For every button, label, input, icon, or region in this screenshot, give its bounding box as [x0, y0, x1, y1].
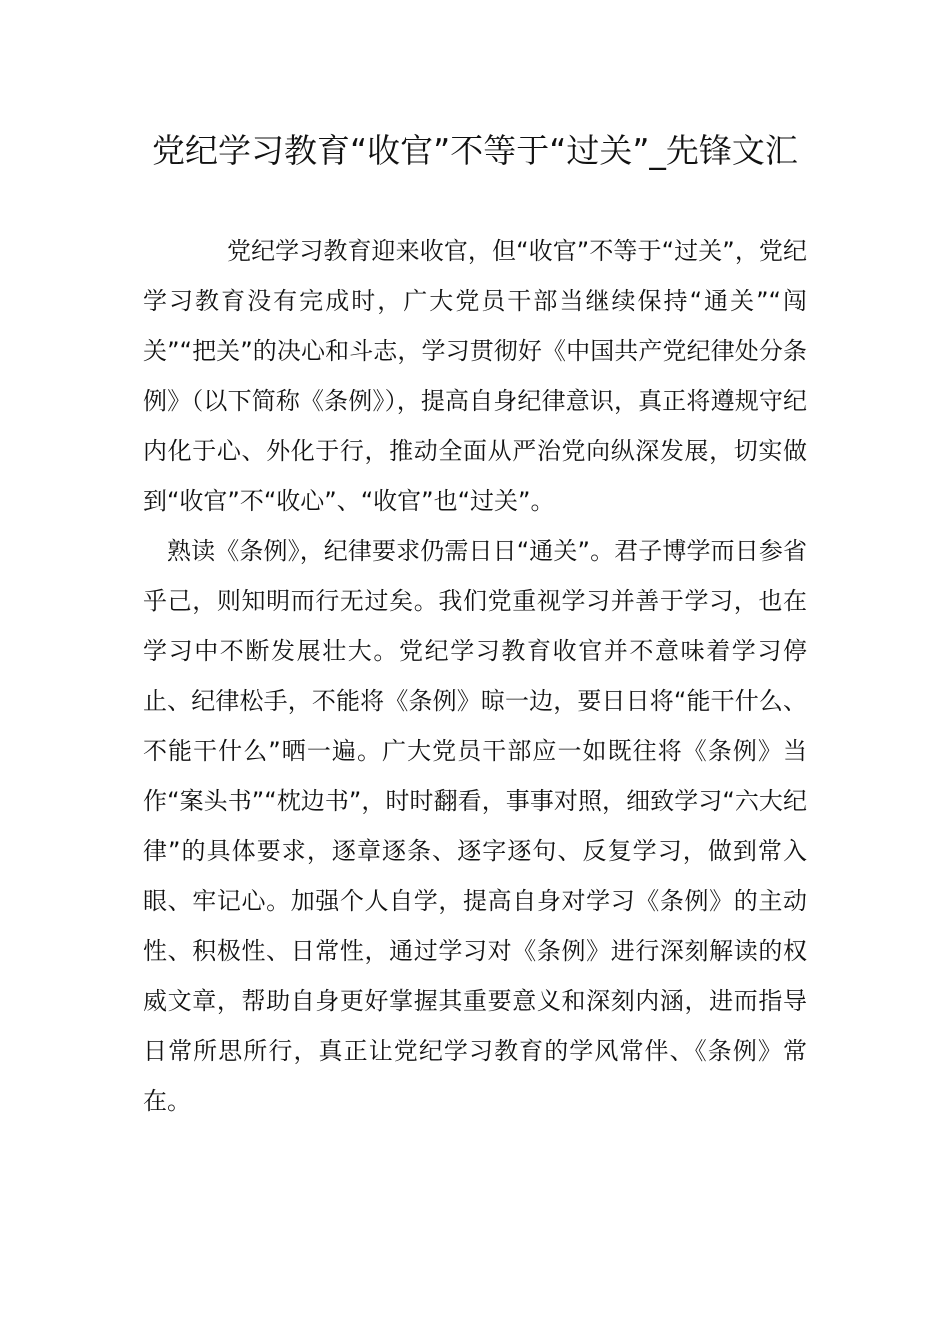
paragraph-intro: 党纪学习教育迎来收官，但“收官”不等于“过关”，党纪学习教育没有完成时，广大党员干部当继续保持“通关”“闯关”“把关”的决心和斗志，学习贯彻好《中国共产党纪律处分条例》（以下简称《条例》），提高自身纪律意识，真正将遵规守纪内化于心、外化于行，推动全面从严治党向纵深发展，切实做到“收官”不“收心”、“收官”也“过关”。 — [143, 237, 807, 515]
document-title: 党纪学习教育“收官”不等于“过关”_先锋文汇 — [152, 131, 798, 170]
paragraph-study-regulations: 熟读《条例》，纪律要求仍需日日“通关”。君子博学而日参省乎己，则知明而行无过矣。我们党重视学习并善于学习，也在学习中不断发展壮大。党纪学习教育收官并不意味着学习停止、纪律松手，不能将《条例》晾一边，要日日将“能干什么、不能干什么”晒一遍。广大党员干部应一如既往将《条例》当作“案头书”“枕边书”，时时翻看，事事对照，细致学习“六大纪律”的具体要求，逐章逐条、逐字逐句、反复学习，做到常入眼、牢记心。加强个人自学，提高自身对学习《条例》的主动性、积极性、日常性，通过学习对《条例》进行深刻解读的权威文章，帮助自身更好掌握其重要意义和深刻内涵，进而指导日常所思所行，真正让党纪学习教育的学风常伴、《条例》常在。 — [143, 537, 807, 1115]
document-body — [143, 226, 807, 1126]
